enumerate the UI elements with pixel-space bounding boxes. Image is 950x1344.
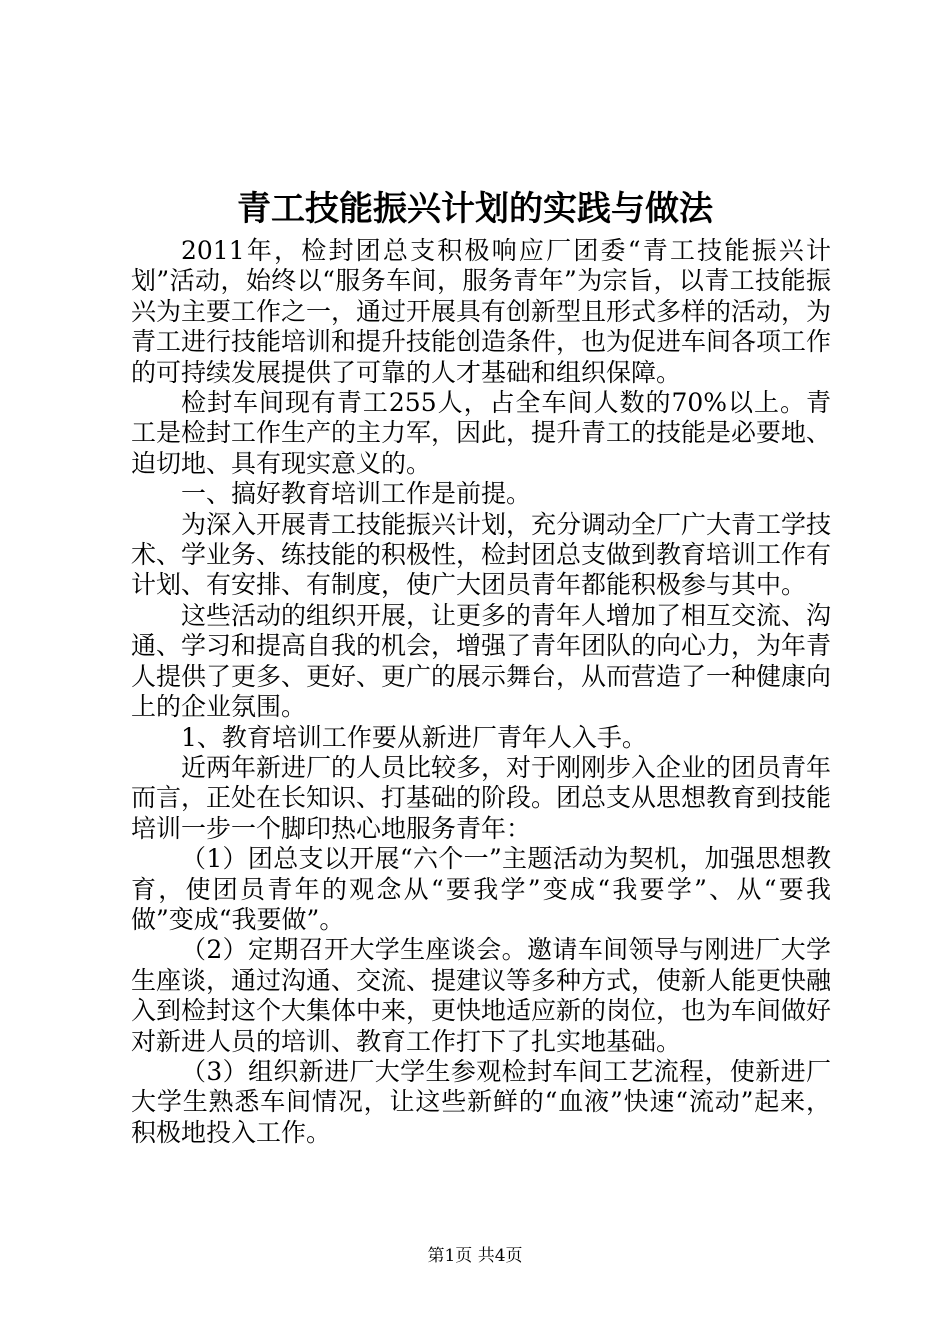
paragraph: 检封车间现有青工255人，占全车间人数的70%以上。青工是检封工作生产的主力军，因此，提升青工的技能是必要地、迫切地、具有现实意义的。 — [131, 388, 832, 478]
section-heading: 一、搞好教育培训工作是前提。 — [181, 479, 532, 509]
list-item: （2）定期召开大学生座谈会。邀请车间领导与刚进厂大学生座谈，通过沟通、交流、提建议等多种方式，使新人能更快融入到检封这个大集体中来，更快地适应新的岗位，也为车间做好对新进人员的培训、教育工作打下了扎实地基础。 — [131, 935, 832, 1056]
document-body — [131, 236, 831, 1148]
paragraph: 近两年新进厂的人员比较多，对于刚刚步入企业的团员青年而言，正处在长知识、打基础的阶段。团总支从思想教育到技能培训一步一个脚印热心地服务青年： — [131, 752, 832, 843]
list-item: （3）组织新进厂大学生参观检封车间工艺流程，使新进厂大学生熟悉车间情况，让这些新鲜的“血液”快速“流动”起来，积极地投入工作。 — [131, 1056, 831, 1147]
paragraph: 为深入开展青工技能振兴计划，充分调动全厂广大青工学技术、学业务、练技能的积极性，检封团总支做到教育培训工作有计划、有安排、有制度，使广大团员青年都能积极参与其中。 — [131, 509, 832, 600]
subsection-heading: 1、教育培训工作要从新进厂青年人入手。 — [181, 722, 647, 752]
paragraph: 2011年，检封团总支积极响应厂团委“青工技能振兴计划”活动，始终以“服务车间，服务青年”为宗旨，以青工技能振兴为主要工作之一，通过开展具有创新型且形式多样的活动，为青工进行技能培训和提升技能创造条件，也为促进车间各项工作的可持续发展提供了可靠的人才基础和组织保障。 — [131, 236, 832, 387]
list-item: （1）团总支以开展“六个一”主题活动为契机，加强思想教育，使团员青年的观念从“要我学”变成“我要学”、从“要我做”变成“我要做”。 — [131, 844, 831, 934]
document-title: 青工技能振兴计划的实践与做法 — [237, 189, 713, 229]
page-number-footer: 第1页 共4页 — [427, 1246, 523, 1266]
paragraph: 这些活动的组织开展，让更多的青年人增加了相互交流、沟通、学习和提高自我的机会，增强了青年团队的向心力，为年青人提供了更多、更好、更广的展示舞台，从而营造了一种健康向上的企业氛围。 — [131, 600, 832, 722]
